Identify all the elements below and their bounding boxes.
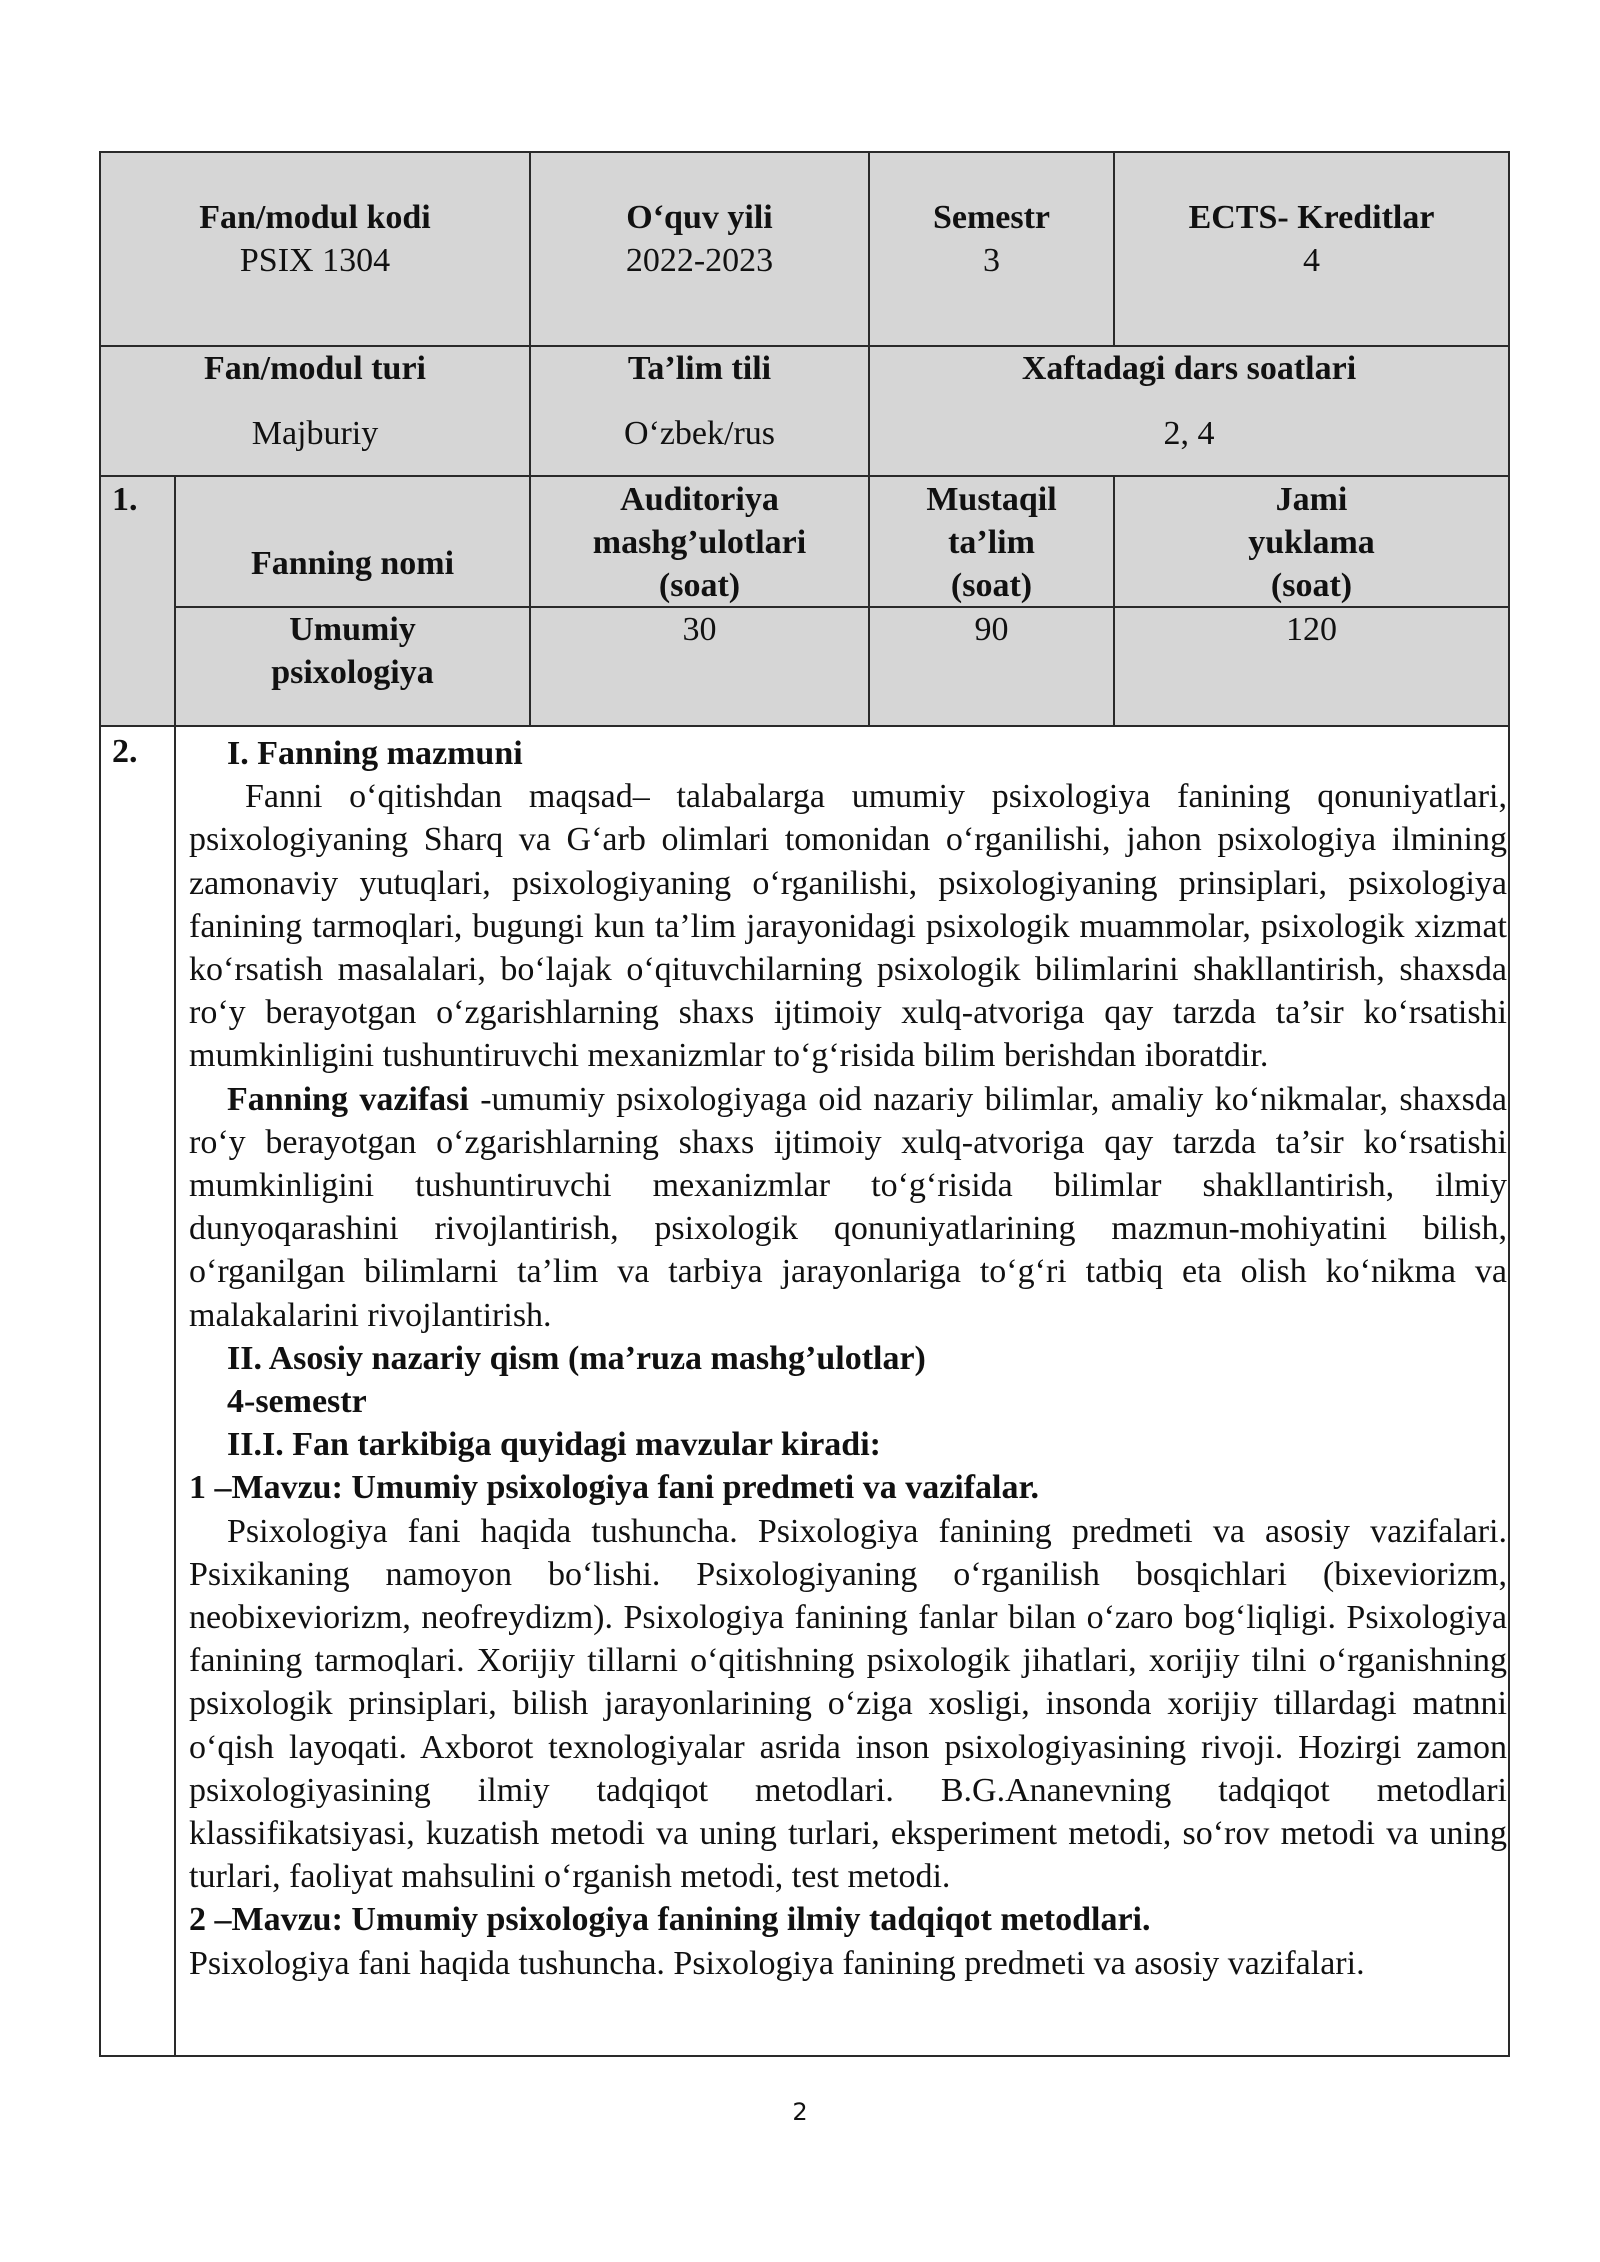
jami-line3: (soat) (1270, 567, 1353, 604)
fan-name (176, 608, 529, 694)
auditoriya-line2: mashg’ulotlari (592, 524, 807, 561)
page-number: 2 (792, 2098, 808, 2126)
mustaqil-line2: ta’lim (948, 524, 1035, 561)
vazifa-label: Fanning vazifasi (227, 1080, 469, 1118)
ects-cell (1115, 196, 1508, 282)
row-number-1: 1. (112, 481, 138, 518)
mavzu-2-title: 2 –Mavzu: Umumiy psixologiya fanining ilmiy tadqiqot metodlari. (189, 1901, 1151, 1939)
mustaqil-value: 90 (974, 611, 1009, 648)
semestr-cell (870, 196, 1113, 282)
fan-modul-kodi-cell (101, 196, 529, 282)
semestr-value: 3 (983, 242, 1000, 279)
row-number-2: 2. (112, 733, 138, 770)
auditoriya-line1: Auditoriya (620, 481, 779, 518)
dars-soatlari-label: Xaftadagi dars soatlari (1021, 350, 1357, 387)
heading-semestr: 4-semestr (227, 1383, 367, 1421)
mustaqil-header (870, 478, 1113, 607)
heading-asosiy-nazariy-qism: II. Asosiy nazariy qism (ma’ruza mashg’ulotlar) (227, 1339, 926, 1377)
fan-name-line1: Umumiy (289, 611, 416, 648)
jami-line2: yuklama (1248, 524, 1375, 561)
auditoriya-value: 30 (682, 611, 717, 648)
jami-line1: Jami (1275, 481, 1348, 518)
ects-value: 4 (1303, 242, 1320, 279)
paragraph-maqsad: Fanni o‘qitishdan maqsad– talabalarga umumiy psixologiya fanining qonuniyatlari, psixologiyaning Sharq va G‘arb olimlari tomonidan o‘rganilishi, jahon psixologiya ilmining zamonaviy yutuqlari, psixologiyaning o‘rganilishi, psixologiyaning prinsiplari, psixologiya fanining tarmoqlari, bugungi kun ta’lim jarayonidagi psixologik muammolar, psixologik xizmat ko‘rsatish masalalari, bo‘lajak o‘qituvchilarning psixologik bilimlarini shakllantirish, shaxsda ro‘y berayotgan o‘zgarishlarning shaxs ijtimoiy xulq-atvoriga qay tarzda ta’sir ko‘rsatishi mumkinligini tushuntiruvchi mexanizmlar to‘g‘risida bilim berishdan iboratdir. (189, 778, 1507, 1075)
dars-soatlari-value: 2, 4 (1163, 415, 1215, 452)
fan-name-line2: psixologiya (271, 654, 434, 691)
auditoriya-header (531, 478, 868, 607)
section-content (189, 732, 1507, 1985)
auditoriya-line3: (soat) (658, 567, 741, 604)
talim-tili-value: O‘zbek/rus (623, 415, 776, 452)
fanning-nomi-label: Fanning nomi (250, 545, 455, 582)
mavzu-1-title: 1 –Mavzu: Umumiy psixologiya fani predmeti va vazifalar. (189, 1469, 1039, 1507)
heading-fanning-mazmuni: I. Fanning mazmuni (227, 735, 523, 772)
fan-modul-turi-label: Fan/modul turi (204, 350, 426, 387)
heading-fan-tarkibi: II.I. Fan tarkibiga quyidagi mavzular kiradi: (227, 1426, 881, 1464)
semestr-label: Semestr (932, 199, 1051, 236)
fan-modul-turi-value: Majburiy (251, 415, 379, 452)
fan-modul-kodi-label: Fan/modul kodi (199, 199, 431, 236)
oquv-yili-value: 2022-2023 (625, 242, 774, 279)
jami-value: 120 (1286, 611, 1337, 648)
mavzu-1-text: Psixologiya fani haqida tushuncha. Psixologiya fanining predmeti va asosiy vazifalari. Psixikaning namoyon bo‘lishi. Psixologiyaning o‘rganilish bosqichlari (bixeviorizm, neobixeviorizm, neofreydizm). Psixologiya fanining fanlar bilan o‘zaro bog‘liqligi. Psixologiya fanining tarmoqlari. Xorijiy tillarni o‘qitishning psixologik jihatlari, xorijiy tilni o‘rganishning psixologik prinsiplari, bilish jarayonlarining o‘ziga xosligi, insonda xorijiy tillardagi matnni o‘qish layoqati. Axborot texnologiyalar asrida inson psixologiyasining rivoji. Hozirgi zamon psixologiyasining ilmiy tadqiqot metodlari. B.G.Ananevning tadqiqot metodlari klassifikatsiyasi, kuzatish metodi va uning turlari, eksperiment metodi, so‘rov metodi va uning turlari, faoliyat mahsulini o‘rganish metodi, test metodi. (189, 1512, 1507, 1896)
ects-label: ECTS- Kreditlar (1188, 199, 1435, 236)
mustaqil-line1: Mustaqil (926, 481, 1057, 518)
oquv-yili-cell (531, 196, 868, 282)
mustaqil-line3: (soat) (950, 567, 1033, 604)
oquv-yili-label: O‘quv yili (626, 199, 773, 236)
talim-tili-label: Ta’lim tili (627, 350, 772, 387)
jami-header (1115, 478, 1508, 607)
fan-modul-kodi-value: PSIX 1304 (239, 242, 391, 279)
mavzu-2-text: Psixologiya fani haqida tushuncha. Psixologiya fanining predmeti va asosiy vazifalari. (189, 1944, 1365, 1982)
paragraph-vazifa (189, 1078, 1507, 1337)
vazifa-text: -umumiy psixologiyaga oid nazariy bilimlar, amaliy ko‘nikmalar, shaxsda ro‘y berayotgan o‘zgarishlarning shaxs ijtimoiy xulq-atvoriga qay tarzda ta’sir ko‘rsatishi mumkinligini tushuntiruvchi mexanizmlar to‘g‘risida bilimlar shakllantirish, ilmiy dunyoqarashini rivojlantirish, psixologik qonuniyatlarining mazmun-mohiyatini bilish, o‘rganilgan bilimlarni ta’lim va tarbiya jarayonlariga to‘g‘ri tatbiq eta olish ko‘nikma va malakalarini rivojlantirish. (189, 1080, 1507, 1334)
